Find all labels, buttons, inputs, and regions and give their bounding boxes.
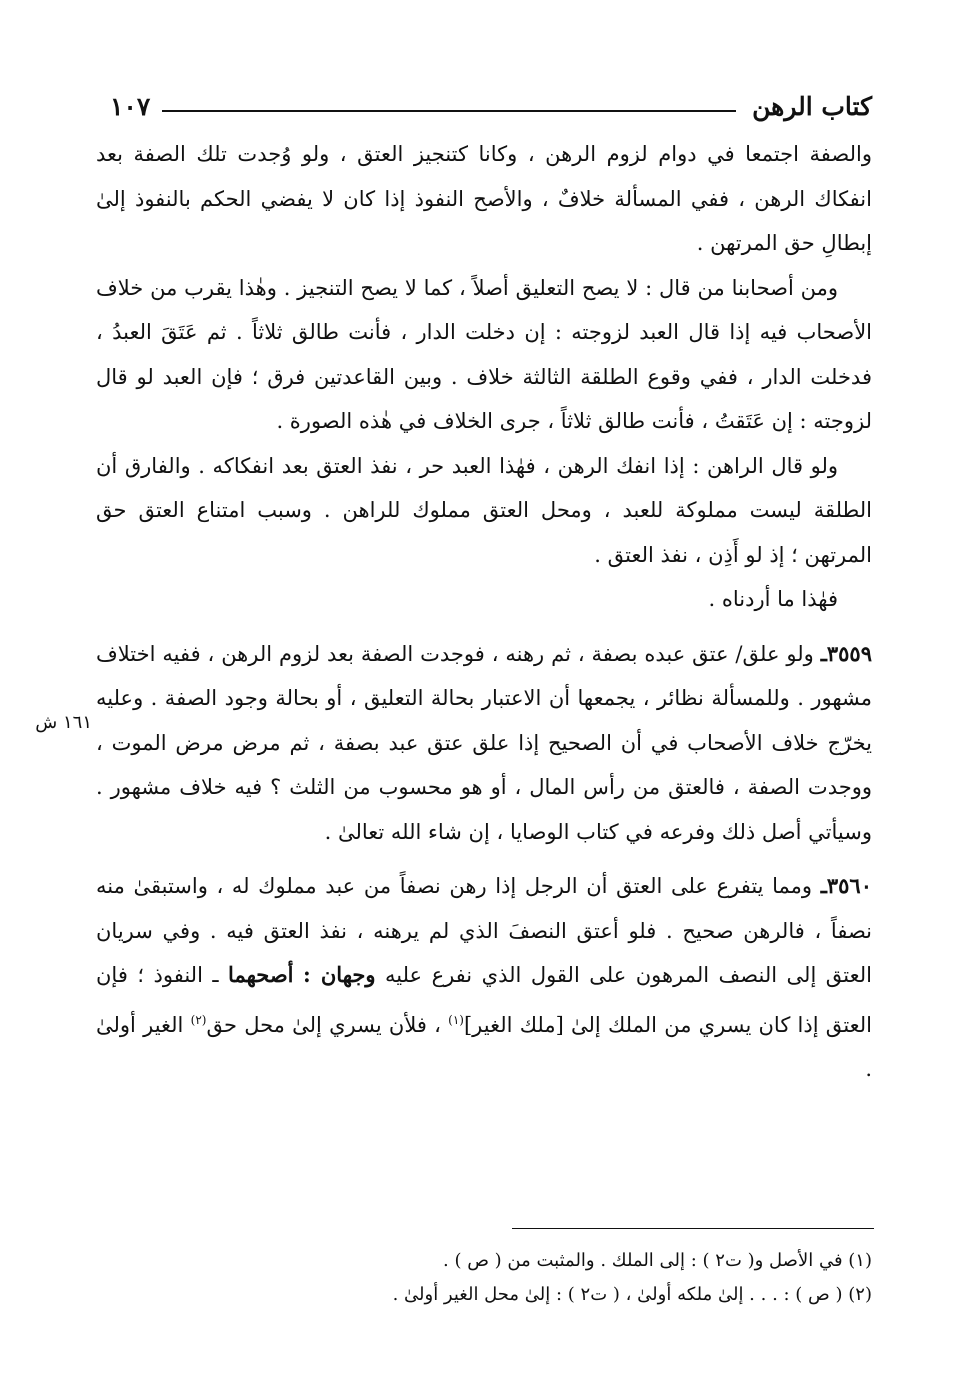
footnote-1: (١) في الأصل و( ت٢ ) : إلى الملك . والمثبت من ( ص ) . [443, 1250, 872, 1271]
paragraph-3: ولو قال الراهن : إذا انفك الرهن ، فهٰذا العبد حر ، نفذ العتق بعد انفكاكه . والفارق أن الطلقة ليست مملوكة للعبد ، ومحل العتق مملوك للراهن . وسبب امتناع العتق حق المرتهن ؛ إذ لو أَذِن ، نفذ العتق . [96, 453, 872, 567]
paragraph-1: والصفة اجتمعا في دوام لزوم الرهن ، وكانا كتنجيز العتق ، ولو وُجدت تلك الصفة بعد انفكاك الرهن ، ففي المسألة خلافٌ ، والأصح النفوذ إذا كان لا يفضي الحكم بالنفوذ إلىٰ إبطالِ حق المرتهن . [96, 142, 872, 255]
paragraph-6-text-c: ، فلأن يسري إلىٰ محل حق [206, 1012, 441, 1037]
paragraph-number: ٣٥٥٩ـ [820, 640, 872, 666]
footnotes [100, 1244, 872, 1312]
paragraph-6-text-b: ـ النفوذ ؛ فإن العتق إذا كان يسري من الملك إلىٰ [ملك الغير] [96, 963, 873, 1037]
paragraph-6-text-a: ومما يتفرع على العتق أن الرجل إذا رهن نصفاً من عبد مملوك له ، واستبقىٰ منه نصفاً ، فالرهن صحيح . فلو أعتق النصفَ الذي لم يرهنه ، نفذ العتق فيه . وفي سريان العتق إلى النصف المرهون على القول الذي نفرع عليه [96, 874, 872, 987]
footnote-ref-2: (٢) [190, 1012, 207, 1027]
paragraph-gap [96, 854, 872, 864]
footnote-separator [512, 1228, 874, 1229]
bold-term-ashahuma: أصحهما [228, 962, 294, 987]
paragraph-number: ٣٥٦٠ـ [820, 873, 872, 898]
main-text [96, 132, 872, 1092]
paragraph-6-text-d: الغير أولىٰ . [96, 1012, 872, 1081]
page-header [110, 78, 872, 122]
paragraph-5-text: ولو علق/ عتق عبده بصفة ، ثم رهنه ، فوجدت الصفة بعد لزوم الرهن ، ففيه اختلاف مشهور . وللمسألة نظائر ، يجمعها أن الاعتبار بحالة التعليق ، أو بحالة وجود الصفة . وعليه يخرّج خلاف الأصحاب في أن الصحيح إذا علق عتق عبد بصفة ، ثم مرض مرض الموت ، ووجدت الصفة ، فالعتق من رأس المال ، أو هو محسوب من الثلث ؟ فيه خلاف مشهور . وسيأتي أصل ذلك وفرعه في كتاب الوصايا ، إن شاء الله تعالىٰ . [96, 641, 872, 844]
paragraph-4: فهٰذا ما أردناه . [708, 587, 838, 611]
footnote-ref-1: (١) [448, 1012, 464, 1027]
paragraph-2: ومن أصحابنا من قال : لا يصح التعليق أصلاً ، كما لا يصح التنجيز . وهٰذا يقرب من خلاف الأصحاب فيه إذا قال العبد لزوجته : إن دخلت الدار ، فأنت طالق ثلاثاً . ثم عَتَقَ العبدُ ، فدخلت الدار ، ففي وقوع الطلقة الثالثة خلاف . وبين القاعدتين فرق ؛ فإن العبد لو قال لزوجته : إن عَتَقتُ ، فأنت طالق ثلاثاً ، جرى الخلاف في هٰذه الصورة . [96, 275, 872, 433]
footnote-2: (٢) ( ص ) : . . . إلىٰ ملكه أولىٰ ، ( ت٢ ) : إلىٰ محل الغير أولىٰ . [392, 1284, 872, 1305]
margin-note: ١٦١ ش [35, 712, 92, 733]
paragraph-gap [96, 622, 872, 632]
bold-term-wajhan: وجهان : [303, 962, 376, 987]
page-number: ١٠٧ [110, 92, 151, 121]
paragraph-6 [96, 864, 872, 1092]
paragraph-5 [96, 632, 872, 855]
chapter-title: كتاب الرهن [752, 92, 872, 121]
header-rule [162, 110, 736, 112]
